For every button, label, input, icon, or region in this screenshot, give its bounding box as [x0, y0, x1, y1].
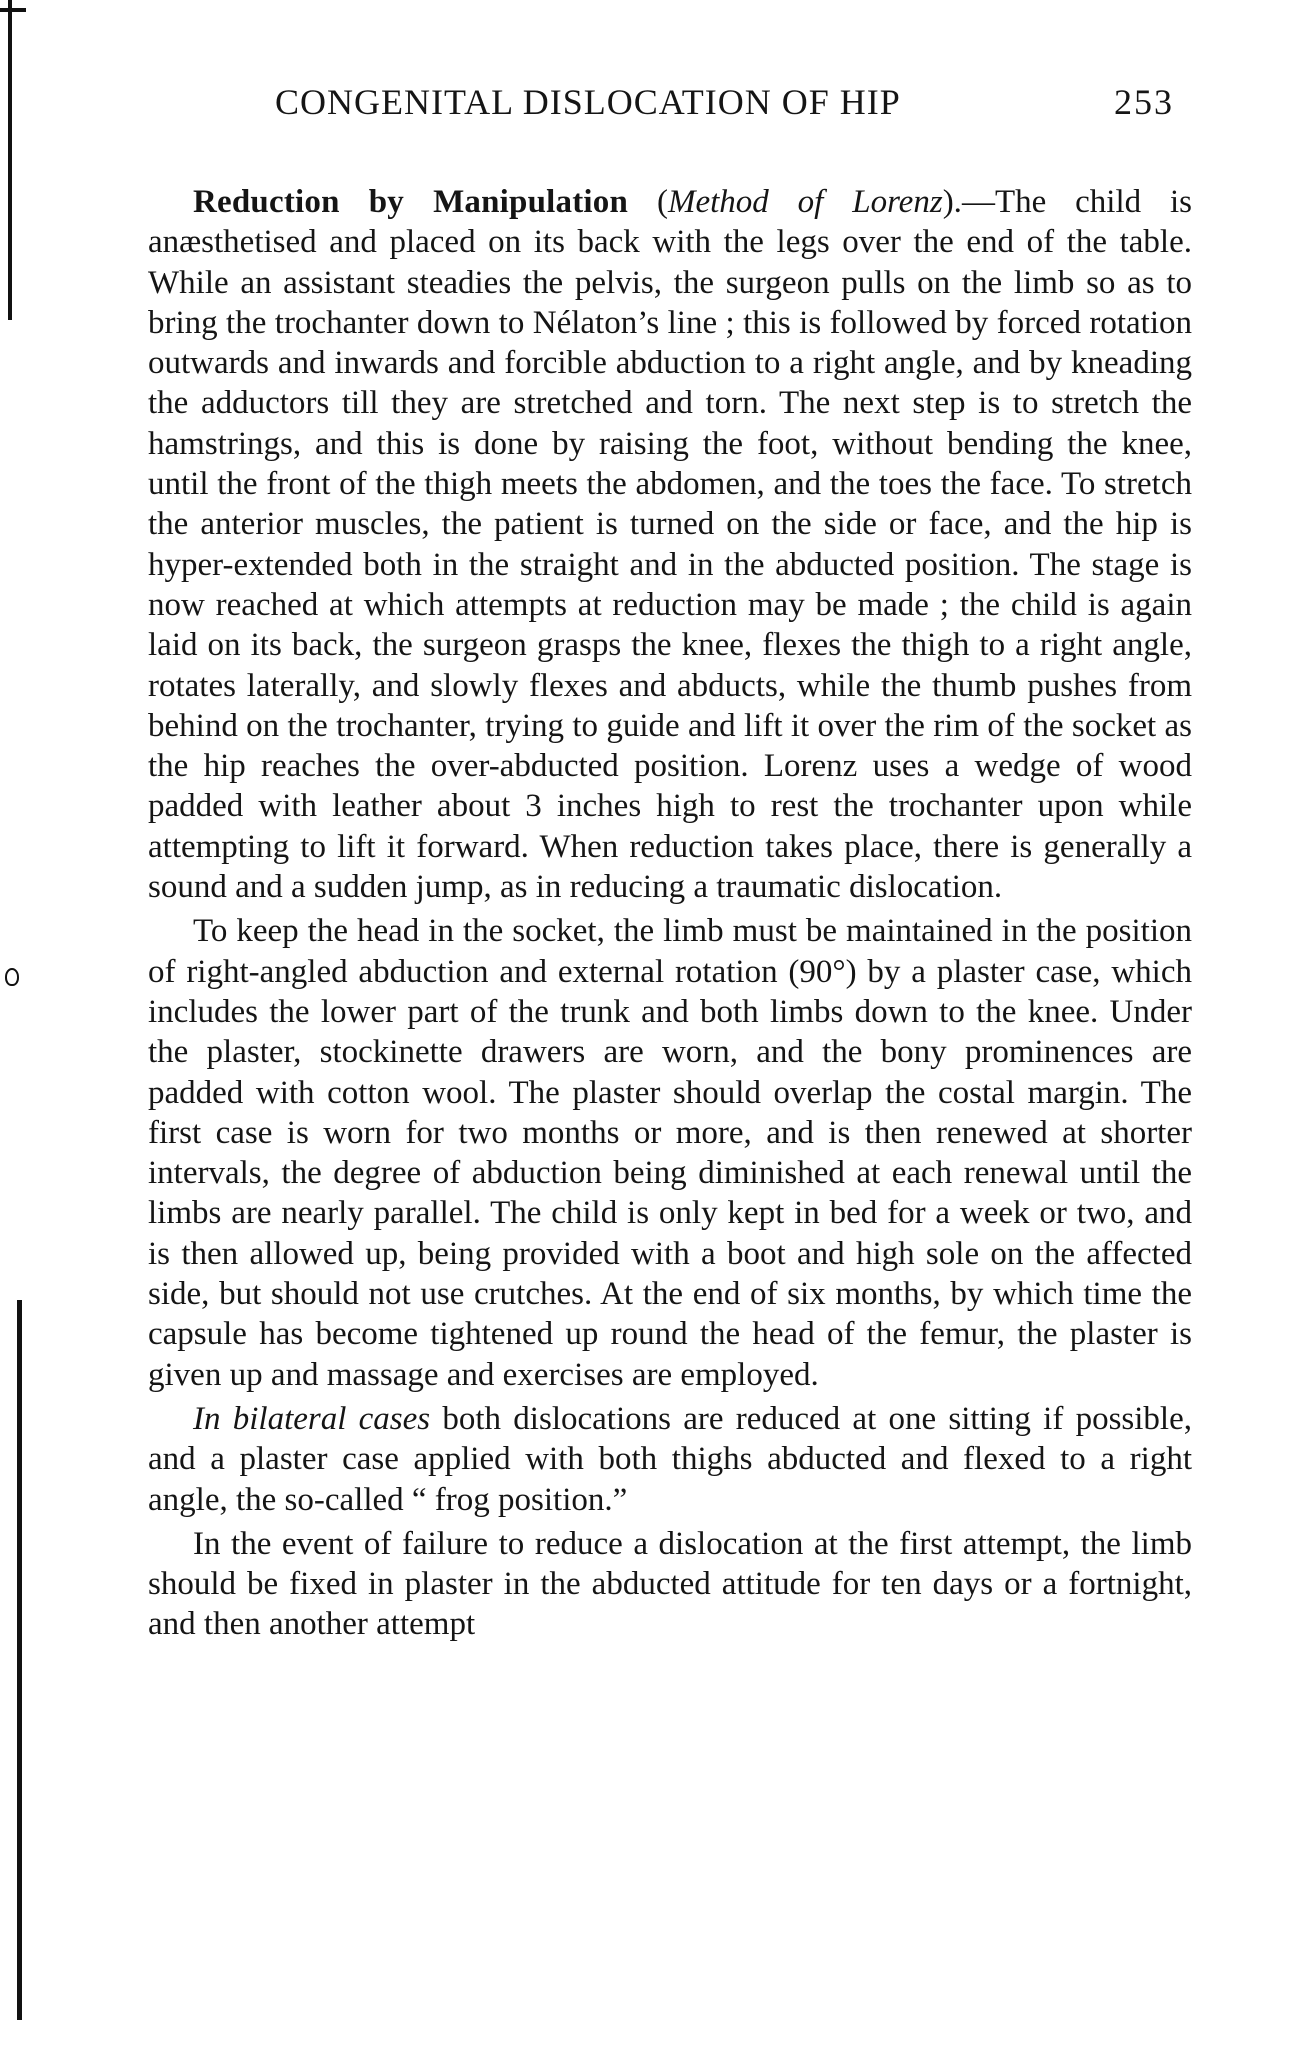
paragraph-text: —The child is anæsthetised and placed on its back with the legs over the end of the table. While an assistant steadies the pelvis, the surgeon pulls on the limb so as to bring the trochanter down to Nélaton’s line ; this is followed by forced rotation outwards and inwards and forcible abduction to a right angle, and by kneading the adductors till they are stretched and torn. The next step is to stretch the hamstrings, and this is done by raising the foot, without bending the knee, until the front of the thigh meets the abdomen, and the toes the face. To stretch the anterior muscles, the patient is turned on the side or face, and the hip is hyper-extended both in the straight and in the abducted position. The stage is now reached at which attempts at reduction may be made ; the child is again laid on its back, the surgeon grasps the knee, flexes the thigh to a right angle, rotates laterally, and slowly flexes and abducts, while the thumb pushes from behind on the trochanter, trying to guide and lift it over the rim of the socket as the hip reaches the over-abducted position. Lorenz uses a wedge of wood padded with leather about 3 inches high to rest the trochanter upon while attempting to lift it forward. When reduction takes place, there is generally a sound and a sudden jump, as in reducing a traumatic dislocation.: [148, 184, 1193, 906]
body-text: [148, 182, 1192, 1645]
gutter-rule-lower: [17, 1300, 22, 2020]
paragraph-reduction-by-manipulation: [148, 182, 1192, 907]
paragraph-bilateral-cases: [148, 1399, 1192, 1520]
method-open-paren: (: [656, 184, 668, 220]
italic-lead: In bilateral cases: [193, 1400, 431, 1437]
gutter-mark: [5, 968, 19, 986]
method-name: Method of Lorenz: [667, 184, 943, 220]
paragraph-failure: [148, 1524, 1192, 1645]
running-title: CONGENITAL DISLOCATION OF HIP: [275, 82, 901, 122]
gutter-rule-upper: [8, 0, 12, 320]
paragraph-text: both dislocations are reduced at one sitting if possible, and a plaster case applied with both thighs abducted and flexed to a right angle, the so-called “ frog position.”: [148, 1400, 1192, 1518]
running-head: [148, 82, 1192, 138]
paragraph-plaster-case: [148, 911, 1192, 1395]
method-close-paren: ).: [942, 184, 962, 220]
page-number: 253: [1114, 82, 1174, 122]
paragraph-text: To keep the head in the socket, the limb must be maintained in the position of right-angled abduction and external rotation (90°) by a plaster case, which includes the lower part of the trunk and both limbs down to the knee. Under the plaster, stockinette drawers are worn, and the bony prominences are padded with cotton wool. The plaster should overlap the costal margin. The first case is worn for two months or more, and is then renewed at shorter intervals, the degree of abduction being diminished at each renewal until the limbs are nearly parallel. The child is only kept in bed for a week or two, and is then allowed up, being provided with a boot and high sole on the affected side, but should not use crutches. At the end of six months, by which time the capsule has become tightened up round the head of the femur, the plaster is given up and massage and exercises are employed.: [148, 913, 1192, 1393]
section-heading: Reduction by Manipulation: [193, 184, 629, 220]
gutter-rule-cap: [0, 8, 26, 12]
paragraph-text: In the event of failure to reduce a dislocation at the first attempt, the limb should be fixed in plaster in the abducted attitude for ten days or a fortnight, and then another attempt: [148, 1525, 1192, 1643]
page-content: [148, 82, 1192, 1645]
